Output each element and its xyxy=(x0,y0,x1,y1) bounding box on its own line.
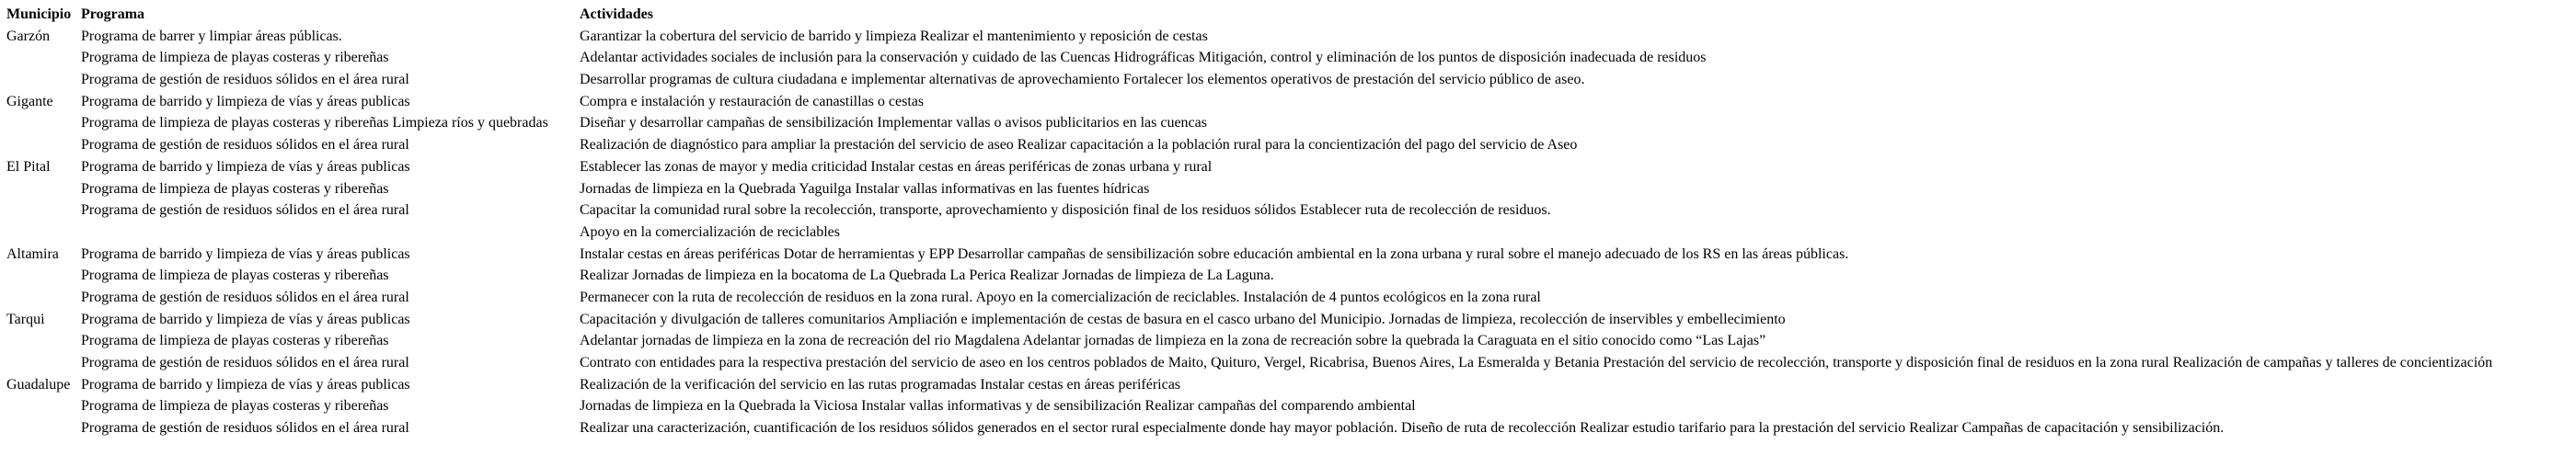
municipio-cell: Altamira xyxy=(6,245,59,262)
table-row xyxy=(0,417,2576,439)
programa-cell: Programa de gestión de residuos sólidos en el área rural xyxy=(81,202,409,219)
municipio-cell: Gigante xyxy=(6,93,53,109)
actividades-cell: Contrato con entidades para la respectiva prestación del servicio de aseo en los centros poblados de Maito, Quituro, Vergel, Ricabrisa, Buenos Aires, La Esmeralda y Betania Prestación del servicio de recolección, transporte y disposición final de residuos en la zona rural Realización de campañas y talleres de concientización xyxy=(580,355,2493,370)
programa-cell: Programa de barrido y limpieza de vías y áreas publicas xyxy=(81,158,410,175)
table-row xyxy=(0,26,2576,48)
actividades-cell: Apoyo en la comercialización de reciclables xyxy=(580,223,840,240)
table-row xyxy=(0,199,2576,222)
column-header-actividades: Actividades xyxy=(580,6,653,22)
table-row xyxy=(0,395,2576,417)
table-row xyxy=(0,222,2576,244)
actividades-cell: Realización de la verificación del servicio en las rutas programadas Instalar cestas en áreas periféricas xyxy=(580,376,1181,393)
actividades-cell: Adelantar actividades sociales de inclusión para la conservación y cuidado de las Cuencas Hidrográficas Mitigación, control y eliminación de los puntos de disposición inadecuada de residuos xyxy=(580,50,1707,66)
table-row xyxy=(0,309,2576,331)
actividades-cell: Realizar Jornadas de limpieza en la bocatoma de La Quebrada La Perica Realizar Jornadas de limpieza de La Laguna. xyxy=(580,268,1274,284)
municipal-programs-table xyxy=(0,4,2576,439)
municipio-cell: El Pital xyxy=(6,158,51,175)
programa-cell: Programa de barrer y limpiar áreas públicas. xyxy=(81,28,342,44)
programa-cell: Programa de barrido y limpieza de vías y áreas publicas xyxy=(81,311,410,327)
actividades-cell: Realizar una caracterización, cuantificación de los residuos sólidos generados en el sector rural especialmente donde hay mayor población. Diseño de ruta de recolección Realizar estudio tarifario para la prestación del servicio Realizar Campañas de capacitación y sensibilización. xyxy=(580,420,2225,437)
municipio-cell: Tarqui xyxy=(6,311,45,327)
table-row xyxy=(0,287,2576,309)
actividades-cell: Instalar cestas en áreas periféricas Dotar de herramientas y EPP Desarrollar campañas de sensibilización sobre educación ambiental en la zona urbana y rural sobre el manejo adecuado de los RS en las áreas públicas. xyxy=(580,245,1849,262)
actividades-cell: Permanecer con la ruta de recolección de residuos en la zona rural. Apoyo en la comercialización de reciclables. Instalación de 4 puntos ecológicos en la zona rural xyxy=(580,289,1541,305)
programa-cell: Programa de barrido y limpieza de vías y áreas publicas xyxy=(81,376,410,393)
actividades-cell: Compra e instalación y restauración de canastillas o cestas xyxy=(580,93,925,109)
programa-cell: Programa de gestión de residuos sólidos en el área rural xyxy=(81,420,409,437)
actividades-cell: Realización de diagnóstico para ampliar la prestación del servicio de aseo Realizar capacitación a la población rural para la concientización del pago del servicio de Aseo xyxy=(580,137,1578,154)
programa-cell: Programa de gestión de residuos sólidos en el área rural xyxy=(81,355,409,370)
actividades-cell: Adelantar jornadas de limpieza en la zona de recreación del rio Magdalena Adelantar jornadas de limpieza en la zona de recreación sobre la quebrada la Caraguata en el sitio conocido como “Las Lajas” xyxy=(580,333,1766,349)
table-row xyxy=(0,244,2576,266)
programa-cell: Programa de limpieza de playas costeras y ribereñas xyxy=(81,180,389,197)
programa-cell: Programa de limpieza de playas costeras y ribereñas Limpieza ríos y quebradas xyxy=(81,115,548,131)
column-header-programa: Programa xyxy=(81,6,145,22)
table-row xyxy=(0,112,2576,134)
municipio-cell: Garzón xyxy=(6,28,51,44)
table-row xyxy=(0,352,2576,374)
actividades-cell: Capacitación y divulgación de talleres comunitarios Ampliación e implementación de cestas de basura en el casco urbano del Municipio. Jornadas de limpieza, recolección de inservibles y embellecimiento xyxy=(580,311,1786,327)
programa-cell: Programa de limpieza de playas costeras y ribereñas xyxy=(81,398,389,415)
table-row xyxy=(0,374,2576,396)
table-row xyxy=(0,178,2576,200)
table-row xyxy=(0,134,2576,156)
programa-cell: Programa de limpieza de playas costeras y ribereñas xyxy=(81,268,389,284)
programa-cell: Programa de barrido y limpieza de vías y áreas publicas xyxy=(81,93,410,109)
table-row xyxy=(0,69,2576,91)
table-row xyxy=(0,47,2576,69)
actividades-cell: Garantizar la cobertura del servicio de barrido y limpieza Realizar el mantenimiento y reposición de cestas xyxy=(580,28,1208,44)
programa-cell: Programa de gestión de residuos sólidos en el área rural xyxy=(81,72,409,88)
column-header-municipio: Municipio xyxy=(6,6,72,22)
table-row xyxy=(0,265,2576,287)
actividades-cell: Jornadas de limpieza en la Quebrada la Viciosa Instalar vallas informativas y de sensibilización Realizar campañas del comparendo ambiental xyxy=(580,398,1416,415)
actividades-cell: Diseñar y desarrollar campañas de sensibilización Implementar vallas o avisos publicitarios en las cuencas xyxy=(580,115,1207,131)
programa-cell: Programa de gestión de residuos sólidos en el área rural xyxy=(81,289,409,305)
table-row xyxy=(0,156,2576,178)
programa-cell: Programa de gestión de residuos sólidos en el área rural xyxy=(81,137,409,154)
municipio-cell: Guadalupe xyxy=(6,376,71,393)
programa-cell: Programa de barrido y limpieza de vías y áreas publicas xyxy=(81,245,410,262)
table-header-row xyxy=(0,4,2576,26)
actividades-cell: Jornadas de limpieza en la Quebrada Yaguilga Instalar vallas informativas en las fuentes hídricas xyxy=(580,180,1150,197)
actividades-cell: Establecer las zonas de mayor y media criticidad Instalar cestas en áreas periféricas de zonas urbana y rural xyxy=(580,158,1213,175)
actividades-cell: Desarrollar programas de cultura ciudadana e implementar alternativas de aprovechamiento Fortalecer los elementos operativos de prestación del servicio público de aseo. xyxy=(580,72,1585,88)
table-row xyxy=(0,330,2576,352)
programa-cell: Programa de limpieza de playas costeras y ribereñas xyxy=(81,50,389,66)
actividades-cell: Capacitar la comunidad rural sobre la recolección, transporte, aprovechamiento y disposición final de los residuos sólidos Establecer ruta de recolección de residuos. xyxy=(580,202,1551,219)
programa-cell: Programa de limpieza de playas costeras y ribereñas xyxy=(81,333,389,349)
table-row xyxy=(0,91,2576,113)
